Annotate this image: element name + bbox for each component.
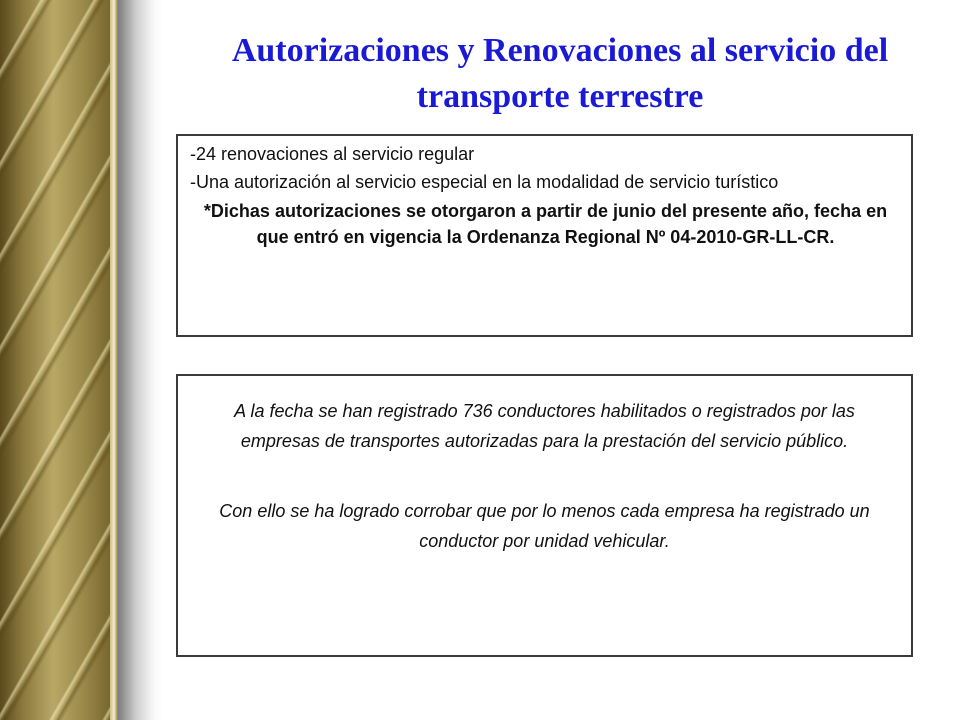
conclusion-paragraph: Con ello se ha logrado corrobar que por lo menos cada empresa ha registrado un conductor por unidad vehicular. (219, 501, 870, 551)
drivers-registered-paragraph: A la fecha se han registrado 736 conductores habilitados o registrados por las empresas de transportes autorizadas para la prestación del servicio público. (234, 401, 855, 451)
renewals-line: -24 renovaciones al servicio regular (190, 144, 475, 164)
drivers-box (176, 374, 913, 657)
slide-title: Autorizaciones y Renovaciones al servicio del transporte terrestre (231, 32, 889, 115)
decorative-gold-column (0, 0, 118, 720)
authorization-line: -Una autorización al servicio especial en la modalidad de servicio turístico (190, 172, 779, 192)
ordinance-note: *Dichas autorizaciones se otorgaron a partir de junio del presente año, fecha en que entró en vigencia la Ordenanza Regional Nº 04-2010-GR-LL-CR. (203, 201, 888, 247)
renewals-box (176, 134, 913, 337)
column-shadow (118, 0, 164, 720)
